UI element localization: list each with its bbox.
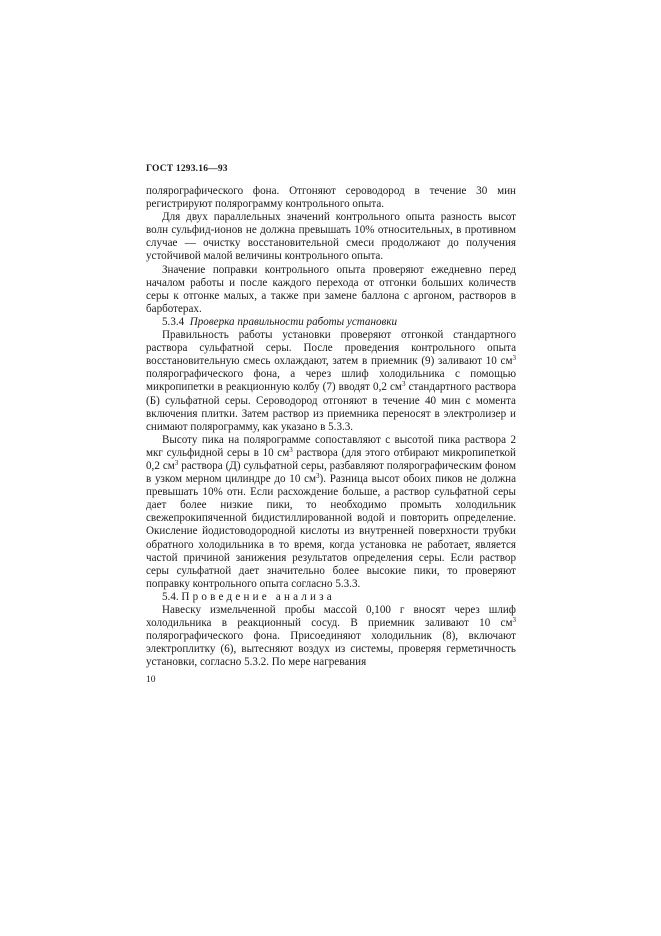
text-run: Навеску измельченной пробы массой 0,100 г вносят через шлиф холодильника в реакционный сосуд. В приемник заливают 10 см [146, 604, 516, 630]
paragraph-4 [146, 329, 516, 434]
superscript: 3 [512, 616, 516, 625]
text-run: полярографического фона. Присоединяют холодильник (8), включают электроплитку (6), вытесняют воздух из системы, проверяя герметичность установки, согласно 5.3.2. По мере нагревания [146, 630, 516, 669]
paragraph-2: Для двух параллельных значений контрольного опыта разность высот волн сульфид-ионов не должна превышать 10% относительных, в противном случае — очистку восстановительной смеси продолжают до получения устойчивой малой величины контрольного опыта. [146, 211, 516, 263]
paragraph-1: полярографического фона. Отгоняют сероводород в течение 30 мин регистрируют полярограмму контрольного опыта. [146, 185, 516, 211]
superscript: 3 [512, 354, 516, 363]
section-number: 5.4. [162, 590, 179, 603]
text-run: полярографического фона, а через шлиф холодильника с помощью микропипетки в реакционную колбу (7) вводят 0,2 см [146, 368, 516, 394]
section-5-3-4-heading [146, 316, 516, 329]
paragraph-3: Значение поправки контрольного опыта проверяют ежедневно перед началом работы и после каждого перехода от отгонки больших количеств серы к отгонке малых, а также при замене баллона с аргоном, растворов в барботерах. [146, 263, 516, 315]
page-number: 10 [146, 675, 156, 686]
section-number: 5.3.4 [162, 315, 185, 328]
section-5-4-heading [146, 591, 516, 604]
section-title: Проведение анализа [181, 590, 335, 603]
superscript: 3 [316, 472, 320, 481]
document-header: ГОСТ 1293.16—93 [146, 164, 228, 174]
text-run: ). Разница высот обоих пиков не должна превышать 10% отн. Если расхождение больше, а раствор сульфатной серы дает более низкие пики, то необходимо промыть холодильник свежепрокипяченной бидистиллированной водой и повторить определение. Окисление йодистоводородной кислоты из внутренней поверхности трубки обратного холодильника в то время, когда установка не работает, является частой причиной занижения результатов определения серы. Если раствор серы сульфатной дает значительно более высокие пики, то проверяют поправку контрольного опыта согласно 5.3.3. [146, 473, 517, 590]
paragraph-6 [146, 604, 516, 669]
text-run: стандартного раствора (Б) сульфатной серы. Сероводород отгоняют в течение 40 мин с момента включения плитки. Затем раствор из приемника переносят в электролизер и снимают полярограмму, как указано в 5.3.3. [146, 381, 516, 433]
document-page [146, 164, 516, 685]
text-run: раствора (Д) сульфатной серы, разбавляют полярографическим фоном в узком мерном цилиндре до 10 см [146, 459, 516, 486]
text-run: Высоту пика на полярограмме сопоставляют с высотой пика раствора 2 мкг сульфидной серы в 10 см [146, 433, 516, 459]
section-title: Проверка правильности работы установки [189, 315, 398, 328]
superscript: 3 [401, 380, 406, 389]
text-run: Правильность работы установки проверяют отгонкой стандартного раствора сульфатной серы. После проведения контрольного опыта восстановительную смесь охлаждают, затем в приемник (9) заливают 10 см [146, 329, 516, 368]
paragraph-5 [146, 434, 516, 591]
text-run: раствора (для этого отбирают микропипеткой 0,2 см [146, 446, 516, 472]
superscript: 3 [174, 458, 179, 467]
superscript: 3 [289, 445, 293, 454]
